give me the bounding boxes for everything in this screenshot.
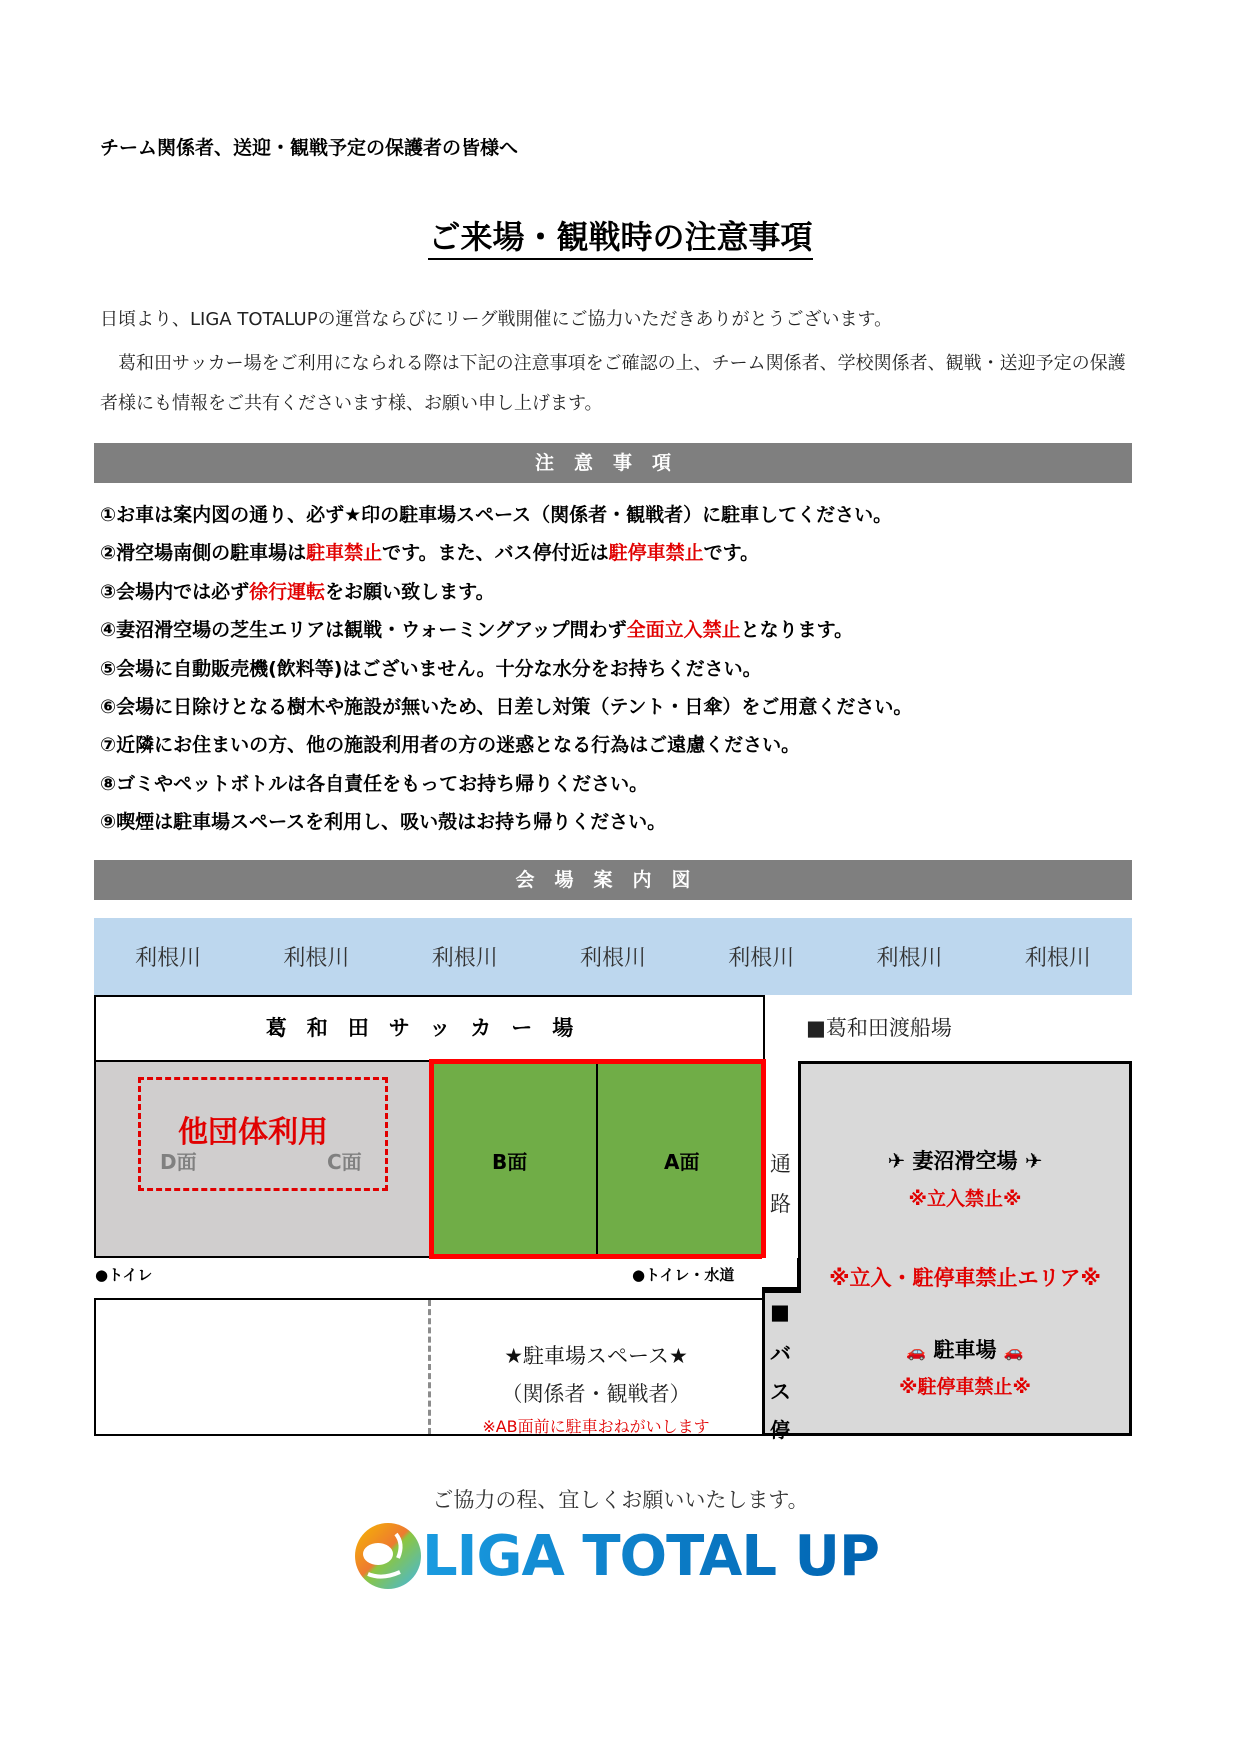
- car-icon: 🚗: [1003, 1342, 1024, 1361]
- passage-label-2: 路: [770, 1192, 791, 1216]
- recipient-line: チーム関係者、送迎・観戦予定の保護者の皆様へ: [100, 137, 519, 159]
- bus-stop-char: 停: [770, 1418, 790, 1442]
- note-text: です。また、バス停付近は: [382, 542, 609, 565]
- face-a-label: A面: [664, 1150, 700, 1174]
- note-item: [100, 496, 1130, 534]
- parking-no-parking: ※駐停車禁止※: [899, 1376, 1031, 1398]
- note-text: ②滑空場南側の駐車場は: [100, 542, 307, 565]
- car-icon: 🚗: [906, 1342, 927, 1361]
- parking-lot-name: [800, 1334, 1130, 1364]
- river-label: 利根川: [579, 946, 646, 971]
- note-item: [100, 534, 1130, 572]
- note-text: となります。: [740, 619, 854, 642]
- other-use-label: 他団体利用: [178, 1115, 328, 1150]
- note-highlight: 徐行運転: [249, 580, 326, 603]
- note-text: です。: [703, 542, 760, 565]
- pitch-ab-outline: [429, 1059, 766, 1259]
- river-band: [94, 918, 1132, 995]
- passage-label-1: 通: [770, 1152, 791, 1176]
- note-item: [100, 726, 1130, 764]
- plane-icon: ✈: [887, 1149, 906, 1173]
- soccer-field-name: 葛和田サッカー場: [94, 995, 765, 1061]
- no-entry-area-label: ※立入・駐停車禁止エリア※: [829, 1266, 1101, 1290]
- ferry-label: ■葛和田渡船場: [806, 1016, 952, 1040]
- intro-greeting: 日頃より、LIGA TOTALUPの運営ならびにリーグ戦開催にご協力いただきありがとうございます。: [100, 309, 893, 330]
- notes-heading: 注意事項: [94, 443, 1132, 483]
- note-text: ⑤会場に自動販売機(飲料等)はございません。十分な水分をお持ちください。: [100, 657, 762, 680]
- note-highlight: 全面立入禁止: [626, 619, 741, 642]
- skate-field-area: [798, 1061, 1132, 1292]
- passage-notch: [762, 1258, 800, 1290]
- logo-text: LIGA TOTAL UP: [422, 1524, 880, 1589]
- note-text: ⑥会場に日除けとなる樹木や施設が無いため、日差し対策（テント・日傘）をご用意ください。: [100, 695, 913, 718]
- skate-field-name: [800, 1145, 1130, 1175]
- note-item: [100, 573, 1130, 611]
- skate-field-label: 妻沼滑空場: [912, 1149, 1018, 1173]
- notes-list: [100, 496, 1130, 842]
- note-text: ④妻沼滑空場の芝生エリアは観戦・ウォーミングアップ問わず: [100, 619, 627, 642]
- face-d-label: D面: [160, 1150, 197, 1174]
- river-label: 利根川: [728, 946, 795, 971]
- note-text: ⑦近隣にお住まいの方、他の施設利用者の方の迷惑となる行為はご遠慮ください。: [100, 734, 801, 757]
- river-label: 利根川: [283, 946, 350, 971]
- bus-stop-char: ス: [770, 1380, 791, 1404]
- face-c-label: C面: [327, 1150, 362, 1174]
- river-label: 利根川: [431, 946, 498, 971]
- parking-space-sub: （関係者・観戦者）: [501, 1382, 691, 1406]
- note-text: ①お車は案内図の通り、必ず★印の駐車場スペース（関係者・観戦者）に駐車してください。: [100, 504, 893, 526]
- toilet-right: ●トイレ・水道: [632, 1266, 735, 1284]
- note-highlight: 駐車禁止: [306, 542, 383, 565]
- river-label: 利根川: [135, 946, 202, 971]
- page-title-text: ご来場・観戦時の注意事項: [428, 218, 812, 260]
- note-highlight: 駐停車禁止: [608, 542, 704, 565]
- note-text: ⑧ゴミやペットボトルは各自責任をもってお持ち帰りください。: [100, 772, 649, 795]
- note-item: [100, 803, 1130, 841]
- parking-lot-label: 駐車場: [933, 1338, 997, 1362]
- parking-space-title: ★駐車場スペース★: [504, 1344, 688, 1368]
- map-heading: 会場案内図: [94, 860, 1132, 900]
- note-text: ③会場内では必ず: [100, 580, 250, 603]
- river-label: 利根川: [876, 946, 943, 971]
- page-title: [0, 212, 1241, 258]
- intro-request: 葛和田サッカー場をご利用になられる際は下記の注意事項をご確認の上、チーム関係者、学校関係者、観戦・送迎予定の保護者様にも情報をご共有くださいます様、お願い申し上げます。: [100, 353, 1126, 414]
- note-item: [100, 650, 1130, 688]
- bus-stop-marker: ■: [770, 1300, 790, 1324]
- toilet-left: ●トイレ: [95, 1266, 153, 1284]
- note-text: をお願い致します。: [325, 580, 495, 603]
- river-label: 利根川: [1024, 946, 1091, 971]
- plane-icon: ✈: [1024, 1149, 1043, 1173]
- closing-line: ご協力の程、宜しくお願いいたします。: [432, 1488, 809, 1512]
- skate-no-entry: ※立入禁止※: [908, 1188, 1022, 1210]
- bus-stop-char: バ: [770, 1342, 791, 1366]
- note-item: [100, 765, 1130, 803]
- logo-mark-icon: [352, 1520, 424, 1592]
- parking-space-note: ※AB面前に駐車おねがいします: [482, 1417, 710, 1436]
- note-text: ⑨喫煙は駐車場スペースを利用し、吸い殻はお持ち帰りください。: [100, 811, 667, 834]
- note-item: [100, 688, 1130, 726]
- face-b-label: B面: [492, 1150, 528, 1174]
- note-item: [100, 611, 1130, 649]
